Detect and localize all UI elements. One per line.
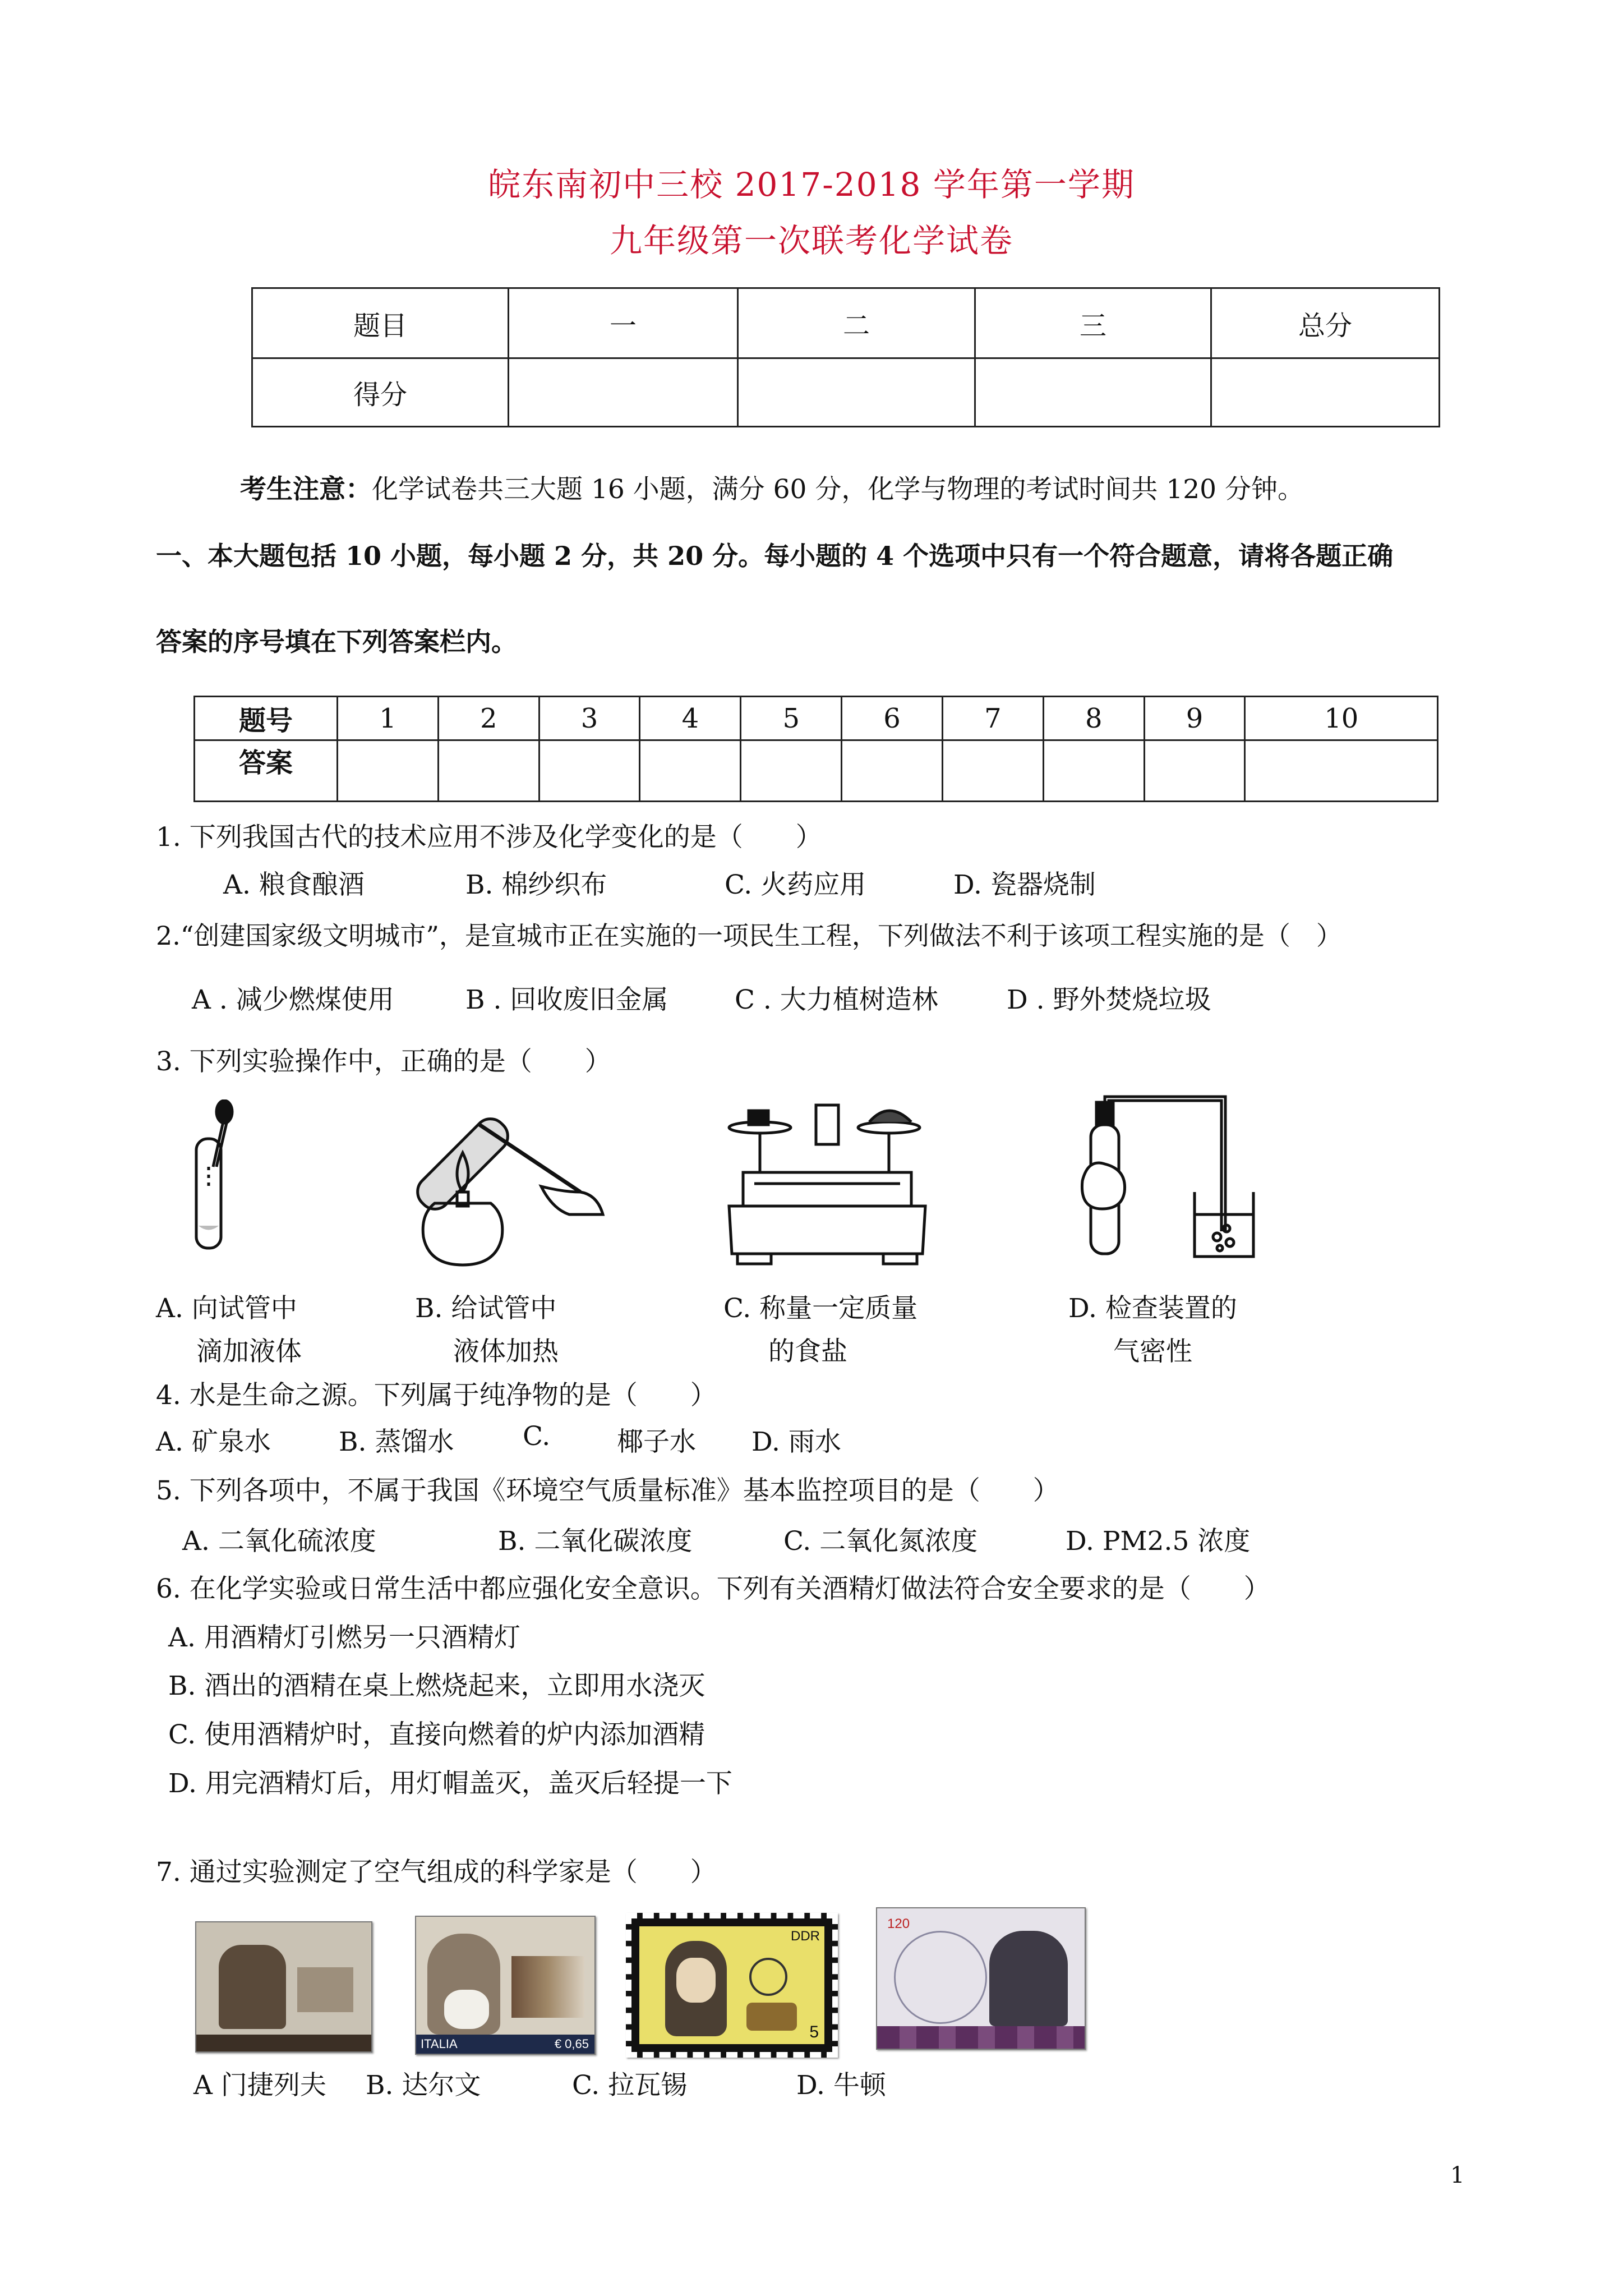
exam-title-line1: 皖东南初中三校 2017-2018 学年第一学期 [488,165,1135,204]
score-table [251,287,1440,427]
newton-stamp-value: 120 [887,1916,910,1931]
q5-stem: 5. 下列各项中，不属于我国《环境空气质量标准》基本监控项目的是（ ） [156,1475,1059,1506]
q2-option-a: A . 减少燃煤使用 [192,984,394,1015]
answer-cell[interactable] [1245,740,1438,802]
newton-stamp-image [876,1907,1086,2050]
answer-cell[interactable] [1144,740,1245,802]
q7-stem: 7. 通过实验测定了空气组成的科学家是（ ） [156,1857,717,1888]
answer-table [193,696,1438,802]
q1-option-d: D. 瓷器烧制 [953,869,1096,900]
q7-option-a: A 门捷列夫 [193,2070,326,2101]
q4-option-c-text: 椰子水 [617,1427,696,1457]
score-cell[interactable] [738,358,975,427]
score-header-total: 总分 [1211,288,1440,358]
answer-cell[interactable] [1043,740,1144,802]
lavoisier-stamp-image [626,1913,838,2058]
score-cell[interactable] [1211,358,1440,427]
score-header-1: 一 [509,288,738,358]
answer-cell[interactable] [640,740,741,802]
score-header-title: 题目 [252,288,509,358]
notice-label: 考生注意： [240,474,372,505]
q7-option-d: D. 牛顿 [796,2070,886,2101]
question-number: 9 [1144,697,1245,740]
answer-cell[interactable] [842,740,943,802]
question-number: 10 [1245,697,1438,740]
q3-option-b-line2: 液体加热 [453,1336,559,1367]
q3-option-a-line2: 滴加液体 [196,1336,302,1367]
balance-scale-illustration [721,1094,934,1268]
section1-line1: 一、本大题包括 10 小题，每小题 2 分，共 20 分。每小题的 4 个选项中只有一个符合题意，请将各题正确 [156,541,1394,571]
q4-stem: 4. 水是生命之源。下列属于纯净物的是（ ） [156,1380,717,1411]
airtightness-check-illustration [1080,1091,1293,1271]
answer-cell[interactable] [741,740,842,802]
score-cell[interactable] [509,358,738,427]
q4-option-c: C. [523,1421,551,1452]
q3-option-d-line1: D. 检查装置的 [1068,1293,1237,1324]
question-number: 1 [338,697,439,740]
q2-option-d: D . 野外焚烧垃圾 [1007,984,1211,1015]
question-number: 2 [438,697,539,740]
q1-option-b: B. 棉纱织布 [465,869,607,900]
dropper-test-tube-illustration [185,1099,252,1268]
q3-option-d-line2: 气密性 [1113,1336,1192,1367]
q1-stem: 1. 下列我国古代的技术应用不涉及化学变化的是（ ） [156,822,822,853]
q3-option-a-line1: A. 向试管中 [156,1293,297,1324]
q3-option-c-line1: C. 称量一定质量 [723,1293,918,1324]
q4-option-d: D. 雨水 [751,1427,841,1457]
q3-option-c-line2: 的食盐 [768,1336,847,1367]
q6-option-d: D. 用完酒精灯后，用灯帽盖灭，盖灭后轻提一下 [168,1768,732,1799]
answer-header-label: 题号 [195,697,338,740]
q7-option-b: B. 达尔文 [366,2070,481,2101]
q3-option-b-line1: B. 给试管中 [415,1293,557,1324]
q5-option-a: A. 二氧化硫浓度 [182,1526,376,1557]
section1-line2: 答案的序号填在下列答案栏内。 [156,627,517,657]
q6-stem: 6. 在化学实验或日常生活中都应强化安全意识。下列有关酒精灯做法符合安全要求的是（ ） [156,1573,1270,1604]
question-number: 3 [539,697,640,740]
score-row-label: 得分 [252,358,509,427]
notice-text: 化学试卷共三大题 16 小题，满分 60 分，化学与物理的考试时间共 120 分钟。 [372,474,1304,505]
q1-option-a: A. 粮食酿酒 [223,869,365,900]
q6-option-c: C. 使用酒精炉时，直接向燃着的炉内添加酒精 [168,1719,706,1750]
q7-option-c: C. 拉瓦锡 [572,2070,688,2101]
question-number: 5 [741,697,842,740]
lavoisier-stamp-country: DDR [791,1929,820,1944]
exam-title-line2: 九年级第一次联考化学试卷 [609,222,1013,260]
answer-cell[interactable] [942,740,1043,802]
mendeleev-stamp-image [195,1921,372,2053]
score-header-2: 二 [738,288,975,358]
q1-option-c: C. 火药应用 [725,869,866,900]
q2-stem: 2.“创建国家级文明城市”，是宣城市正在实施的一项民生工程，下列做法不利于该项工程实施的是（ ） [156,921,1342,951]
question-number: 7 [942,697,1043,740]
q2-option-c: C . 大力植树造林 [735,984,938,1015]
question-number: 8 [1043,697,1144,740]
answer-cell[interactable] [539,740,640,802]
answer-cell[interactable] [438,740,539,802]
q6-option-b: B. 酒出的酒精在桌上燃烧起来，立即用水浇灭 [168,1671,706,1701]
answer-row-label: 答案 [195,740,338,802]
q2-option-b: B . 回收废旧金属 [465,984,668,1015]
page-number: 1 [1450,2162,1465,2188]
q6-option-a: A. 用酒精灯引燃另一只酒精灯 [168,1622,520,1653]
q5-option-b: B. 二氧化碳浓度 [498,1526,693,1557]
lavoisier-stamp-value: 5 [809,2023,819,2041]
darwin-stamp-value: € 0,65 [554,2037,589,2051]
notice [240,468,1304,506]
q4-option-a: A. 矿泉水 [156,1427,271,1457]
score-header-3: 三 [975,288,1211,358]
q5-option-c: C. 二氧化氮浓度 [783,1526,978,1557]
darwin-stamp-image [415,1916,596,2055]
question-number: 6 [842,697,943,740]
q4-option-b: B. 蒸馏水 [339,1427,454,1457]
heating-test-tube-illustration [412,1102,608,1271]
darwin-stamp-country: ITALIA [421,2037,458,2051]
q5-option-d: D. PM2.5 浓度 [1066,1526,1251,1557]
q3-stem: 3. 下列实验操作中，正确的是（ ） [156,1046,611,1077]
answer-cell[interactable] [338,740,439,802]
question-number: 4 [640,697,741,740]
score-cell[interactable] [975,358,1211,427]
